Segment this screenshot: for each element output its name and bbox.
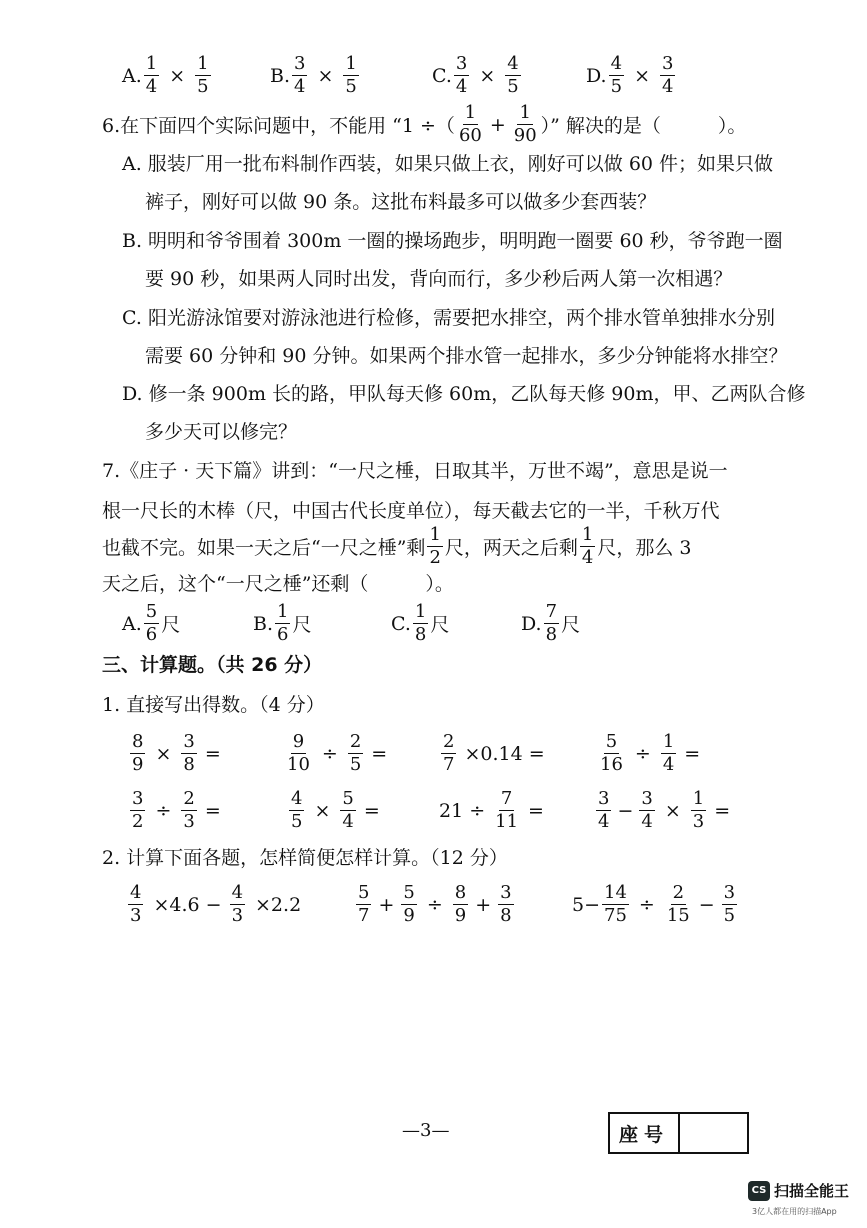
q6-option-c-line1: C. 阳光游泳馆要对游泳池进行检修，需要把水排空，两个排水管单独排水分别 — [122, 307, 775, 329]
fraction: $\frac{3}{4}$ — [661, 53, 674, 97]
fraction: $\frac{1}{5}$ — [197, 53, 209, 97]
q7-line4: 天之后，这个“一尺之棰”还剩（ ）。 — [102, 573, 454, 595]
seat-number-label: 座号 — [610, 1114, 680, 1152]
calc1-r2c3: 21 ÷ $\frac{7}{11}$ = — [439, 788, 544, 832]
seat-number-box — [608, 1112, 749, 1154]
calc2-expr1: $\frac{4}{3}$ ×4.6 − $\frac{4}{3}$ ×2.2 — [130, 882, 302, 926]
fraction: $\frac{3}{8}$ — [183, 731, 195, 775]
q5-option-c: C. $\frac{3}{4}$ × $\frac{4}{5}$ — [432, 53, 519, 97]
calc1-r2c1: $\frac{3}{2}$ ÷ $\frac{2}{3}$ = — [132, 788, 221, 832]
fraction: $\frac{7}{8}$ — [545, 601, 558, 645]
fraction: $\frac{14}{75}$ — [604, 882, 627, 926]
q6-option-a-line2: 裤子，刚好可以做 90 条。这批布料最多可以做多少套西装？ — [145, 191, 657, 213]
fraction: $\frac{5}{9}$ — [403, 882, 415, 926]
q7-option-a: A. $\frac{5}{6}$ 尺 — [122, 601, 181, 645]
calc1-r1c1: $\frac{8}{9}$ × $\frac{3}{8}$ = — [132, 731, 221, 775]
q5-options-row — [122, 55, 677, 96]
fraction: $\frac{1}{8}$ — [414, 601, 427, 645]
fraction: $\frac{5}{6}$ — [145, 601, 158, 645]
section3-sub2: 2. 计算下面各题，怎样简便怎样计算。（12 分） — [102, 847, 508, 869]
fraction: $\frac{2}{7}$ — [443, 731, 455, 775]
q7-option-c: C. $\frac{1}{8}$ 尺 — [391, 601, 450, 645]
fraction: $\frac{4}{5}$ — [507, 53, 519, 97]
q6-option-a-line1: A. 服装厂用一批布料制作西装，如果只做上衣，刚好可以做 60 件；如果只做 — [122, 153, 774, 175]
fraction: $\frac{3}{4}$ — [455, 53, 468, 97]
q5-option-b: B. $\frac{3}{4}$ × $\frac{1}{5}$ — [270, 53, 357, 97]
q7-line3: 也截不完。如果一天之后“一尺之棰”剩 $\frac{1}{2}$ 尺，两天之后剩 $\frac{1}{4}$ 尺，那么 3 — [102, 524, 692, 568]
fraction: $\frac{9}{10}$ — [287, 731, 310, 775]
q5-option-a: A. $\frac{1}{4}$ × $\frac{1}{5}$ — [122, 53, 209, 97]
fraction: $\frac{1}{3}$ — [692, 788, 705, 832]
q7-options-row — [122, 603, 580, 644]
fraction: $\frac{2}{3}$ — [183, 788, 195, 832]
fraction: $\frac{2}{15}$ — [666, 882, 690, 926]
q7-option-d: D. $\frac{7}{8}$ 尺 — [521, 601, 581, 645]
fraction: $\frac{1}{90}$ — [513, 102, 537, 146]
q6-option-c-line2: 需要 60 分钟和 90 分钟。如果两个排水管一起排水，多少分钟能将水排空？ — [145, 345, 788, 367]
section3-sub1: 1. 直接写出得数。（4 分） — [102, 694, 325, 716]
section3-title: 三、计算题。（共 26 分） — [102, 654, 323, 676]
calc2-expr2: $\frac{5}{7}$ + $\frac{5}{9}$ ÷ $\frac{8}{9}$ + $\frac{3}{8}$ — [358, 882, 512, 926]
fraction: $\frac{5}{4}$ — [342, 788, 354, 832]
calc1-r1c4: $\frac{5}{16}$ ÷ $\frac{1}{4}$ = — [600, 731, 701, 775]
calc1-r2c4: $\frac{3}{4}$ − $\frac{3}{4}$ × $\frac{1}{3}$ = — [598, 788, 731, 832]
fraction: $\frac{3}{8}$ — [500, 882, 512, 926]
fraction: $\frac{3}{4}$ — [294, 53, 306, 97]
fraction: $\frac{1}{4}$ — [145, 53, 158, 97]
calc1-r2c2: $\frac{4}{5}$ × $\frac{5}{4}$ = — [291, 788, 380, 832]
q7-line1: 7.《庄子 · 天下篇》讲到：“一尺之棰，日取其半，万世不竭”，意思是说一 — [102, 460, 728, 482]
fraction: $\frac{8}{9}$ — [454, 882, 467, 926]
q6-stem: 6.在下面四个实际问题中，不能用 “1 ÷（ $\frac{1}{60}$ + $\frac{1}{90}$ ）” 解决的是（ ）。 — [102, 102, 747, 146]
q7-line2: 根一尺长的木棒（尺，中国古代长度单位），每天截去它的一半，千秋万代 — [102, 500, 720, 522]
scanner-watermark — [748, 1180, 849, 1201]
watermark-tagline: 3亿人都在用的扫描App — [752, 1207, 837, 1216]
fraction: $\frac{4}{3}$ — [231, 882, 244, 926]
camscanner-logo-icon: CS — [748, 1181, 770, 1201]
fraction: $\frac{4}{5}$ — [291, 788, 303, 832]
fraction: $\frac{4}{3}$ — [130, 882, 142, 926]
fraction: $\frac{3}{2}$ — [132, 788, 144, 832]
q5-option-d: D. $\frac{4}{5}$ × $\frac{3}{4}$ — [586, 53, 674, 97]
fraction: $\frac{1}{6}$ — [277, 601, 289, 645]
fraction: $\frac{5}{16}$ — [600, 731, 623, 775]
fraction: $\frac{1}{60}$ — [458, 102, 482, 146]
q7-option-b: B. $\frac{1}{6}$ 尺 — [253, 601, 312, 645]
fraction: $\frac{1}{5}$ — [345, 53, 357, 97]
q6-option-d-line2: 多少天可以修完？ — [145, 421, 298, 443]
fraction: $\frac{5}{7}$ — [358, 882, 370, 926]
fraction: $\frac{7}{11}$ — [495, 788, 519, 832]
fraction: $\frac{8}{9}$ — [132, 731, 144, 775]
fraction: $\frac{1}{4}$ — [662, 731, 675, 775]
fraction: $\frac{1}{4}$ — [581, 524, 594, 568]
q6-option-b-line1: B. 明明和爷爷围着 300m 一圈的操场跑步，明明跑一圈要 60 秒，爷爷跑一圈 — [122, 230, 783, 252]
seat-number-field[interactable] — [680, 1114, 747, 1152]
calc1-r1c3: $\frac{2}{7}$ ×0.14 = — [443, 731, 545, 775]
watermark-brand: 扫描全能王 — [774, 1182, 850, 1200]
fraction: $\frac{2}{5}$ — [349, 731, 362, 775]
fraction: $\frac{3}{5}$ — [723, 882, 736, 926]
calc1-r1c2: $\frac{9}{10}$ ÷ $\frac{2}{5}$ = — [287, 731, 388, 775]
calc2-expr3: 5− $\frac{14}{75}$ ÷ $\frac{2}{15}$ − $\frac{3}{5}$ — [572, 882, 736, 926]
fraction: $\frac{3}{4}$ — [598, 788, 610, 832]
fraction: $\frac{1}{2}$ — [429, 524, 441, 568]
fraction: $\frac{4}{5}$ — [610, 53, 623, 97]
q6-option-b-line2: 要 90 秒，如果两人同时出发，背向而行，多少秒后两人第一次相遇？ — [145, 268, 733, 290]
q6-option-d-line1: D. 修一条 900m 长的路，甲队每天修 60m，乙队每天修 90m，甲、乙两队合修 — [122, 383, 806, 405]
fraction: $\frac{3}{4}$ — [641, 788, 653, 832]
page-number: —3— — [402, 1120, 450, 1141]
